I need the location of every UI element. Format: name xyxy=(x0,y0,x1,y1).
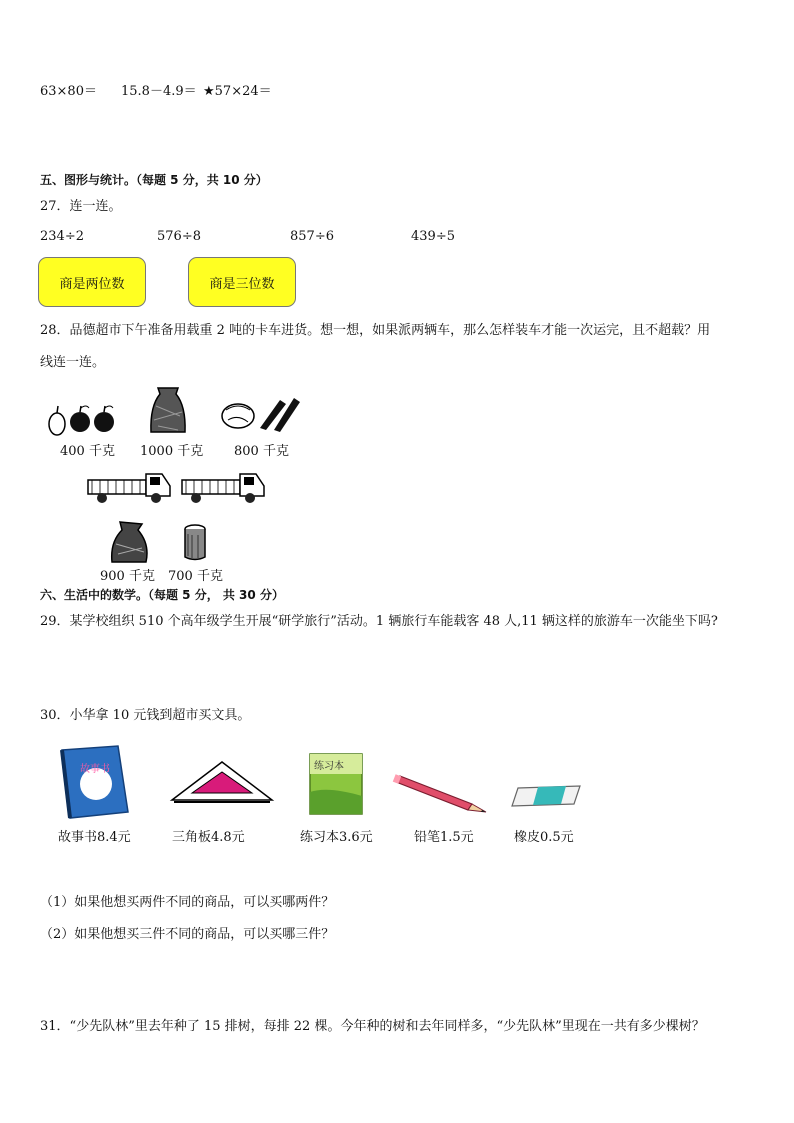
truck-icon xyxy=(180,468,268,506)
story-book-icon xyxy=(58,744,130,820)
notebook-cover-text: 练习本 xyxy=(314,761,344,772)
goods-label-900kg: 900 千克 xyxy=(100,569,155,584)
item-eraser-price: 橡皮0.5元 xyxy=(514,830,574,845)
question-31: 31．“少先队林”里去年种了 15 排树，每排 22 棵。今年种的树和去年同样多，“少先队林”里现在一共有多少棵树？ xyxy=(40,1019,705,1034)
expression-576-div-8: 576÷8 xyxy=(157,229,201,244)
section-5-heading: 五、图形与统计。（每题 5 分，共 10 分） xyxy=(40,173,268,187)
question-29: 29．某学校组织 510 个高年级学生开展“研学旅行”活动。1 辆旅行车能载客 48 人,11 辆这样的旅游车一次能坐下吗? xyxy=(40,614,718,629)
expression-234-div-2: 234÷2 xyxy=(40,229,84,244)
truck-icon xyxy=(86,468,174,506)
calc-63x80: 63×80＝ xyxy=(40,84,97,99)
question-28-prompt-line2: 线连一连。 xyxy=(40,355,106,370)
calc-15-8-minus-4-9: 15.8－4.9＝ xyxy=(121,84,197,99)
item-set-square-price: 三角板4.8元 xyxy=(172,830,245,845)
section-6-heading: 六、生活中的数学。（每题 5 分， 共 30 分） xyxy=(40,588,284,602)
exercise-book-icon xyxy=(308,752,364,816)
goods-label-400kg: 400 千克 xyxy=(60,444,115,459)
box-two-digit-label: 商是两位数 xyxy=(59,276,125,292)
goods-label-800kg: 800 千克 xyxy=(234,444,289,459)
item-exercise-book-price: 练习本3.6元 xyxy=(300,830,373,845)
box-three-digit-label: 商是三位数 xyxy=(209,276,275,292)
expression-439-div-5: 439÷5 xyxy=(411,229,455,244)
question-27-prompt: 27．连一连。 xyxy=(40,199,122,214)
question-30-sub-2: （2）如果他想买三件不同的商品，可以买哪三件？ xyxy=(40,927,335,942)
question-30-sub-1: （1）如果他想买两件不同的商品，可以买哪两件？ xyxy=(40,895,335,910)
question-28-prompt-line1: 28．品德超市下午准备用载重 2 吨的卡车进货。想一想，如果派两辆车，那么怎样装车才能一次运完，且不超载？用 xyxy=(40,323,711,338)
fruit-icon xyxy=(46,400,126,438)
goods-label-1000kg: 1000 千克 xyxy=(140,444,204,459)
expression-857-div-6: 857÷6 xyxy=(290,229,334,244)
sack-icon xyxy=(148,386,188,436)
calc-star-57x24: ★57×24＝ xyxy=(203,84,272,99)
goods-label-700kg: 700 千克 xyxy=(168,569,223,584)
set-square-icon xyxy=(170,760,274,804)
pencil-icon xyxy=(394,770,488,814)
item-story-book-price: 故事书8.4元 xyxy=(58,830,131,845)
sack-icon xyxy=(108,520,152,564)
box-two-digit-quotient xyxy=(38,257,146,307)
eraser-icon xyxy=(510,782,582,810)
box-three-digit-quotient xyxy=(188,257,296,307)
item-pencil-price: 铅笔1.5元 xyxy=(414,830,474,845)
vegetables-icon xyxy=(220,394,302,434)
book-cover-text: 故事书 xyxy=(80,764,110,775)
question-30-prompt: 30．小华拿 10 元钱到超市买文具。 xyxy=(40,708,251,723)
barrel-icon xyxy=(182,524,208,562)
